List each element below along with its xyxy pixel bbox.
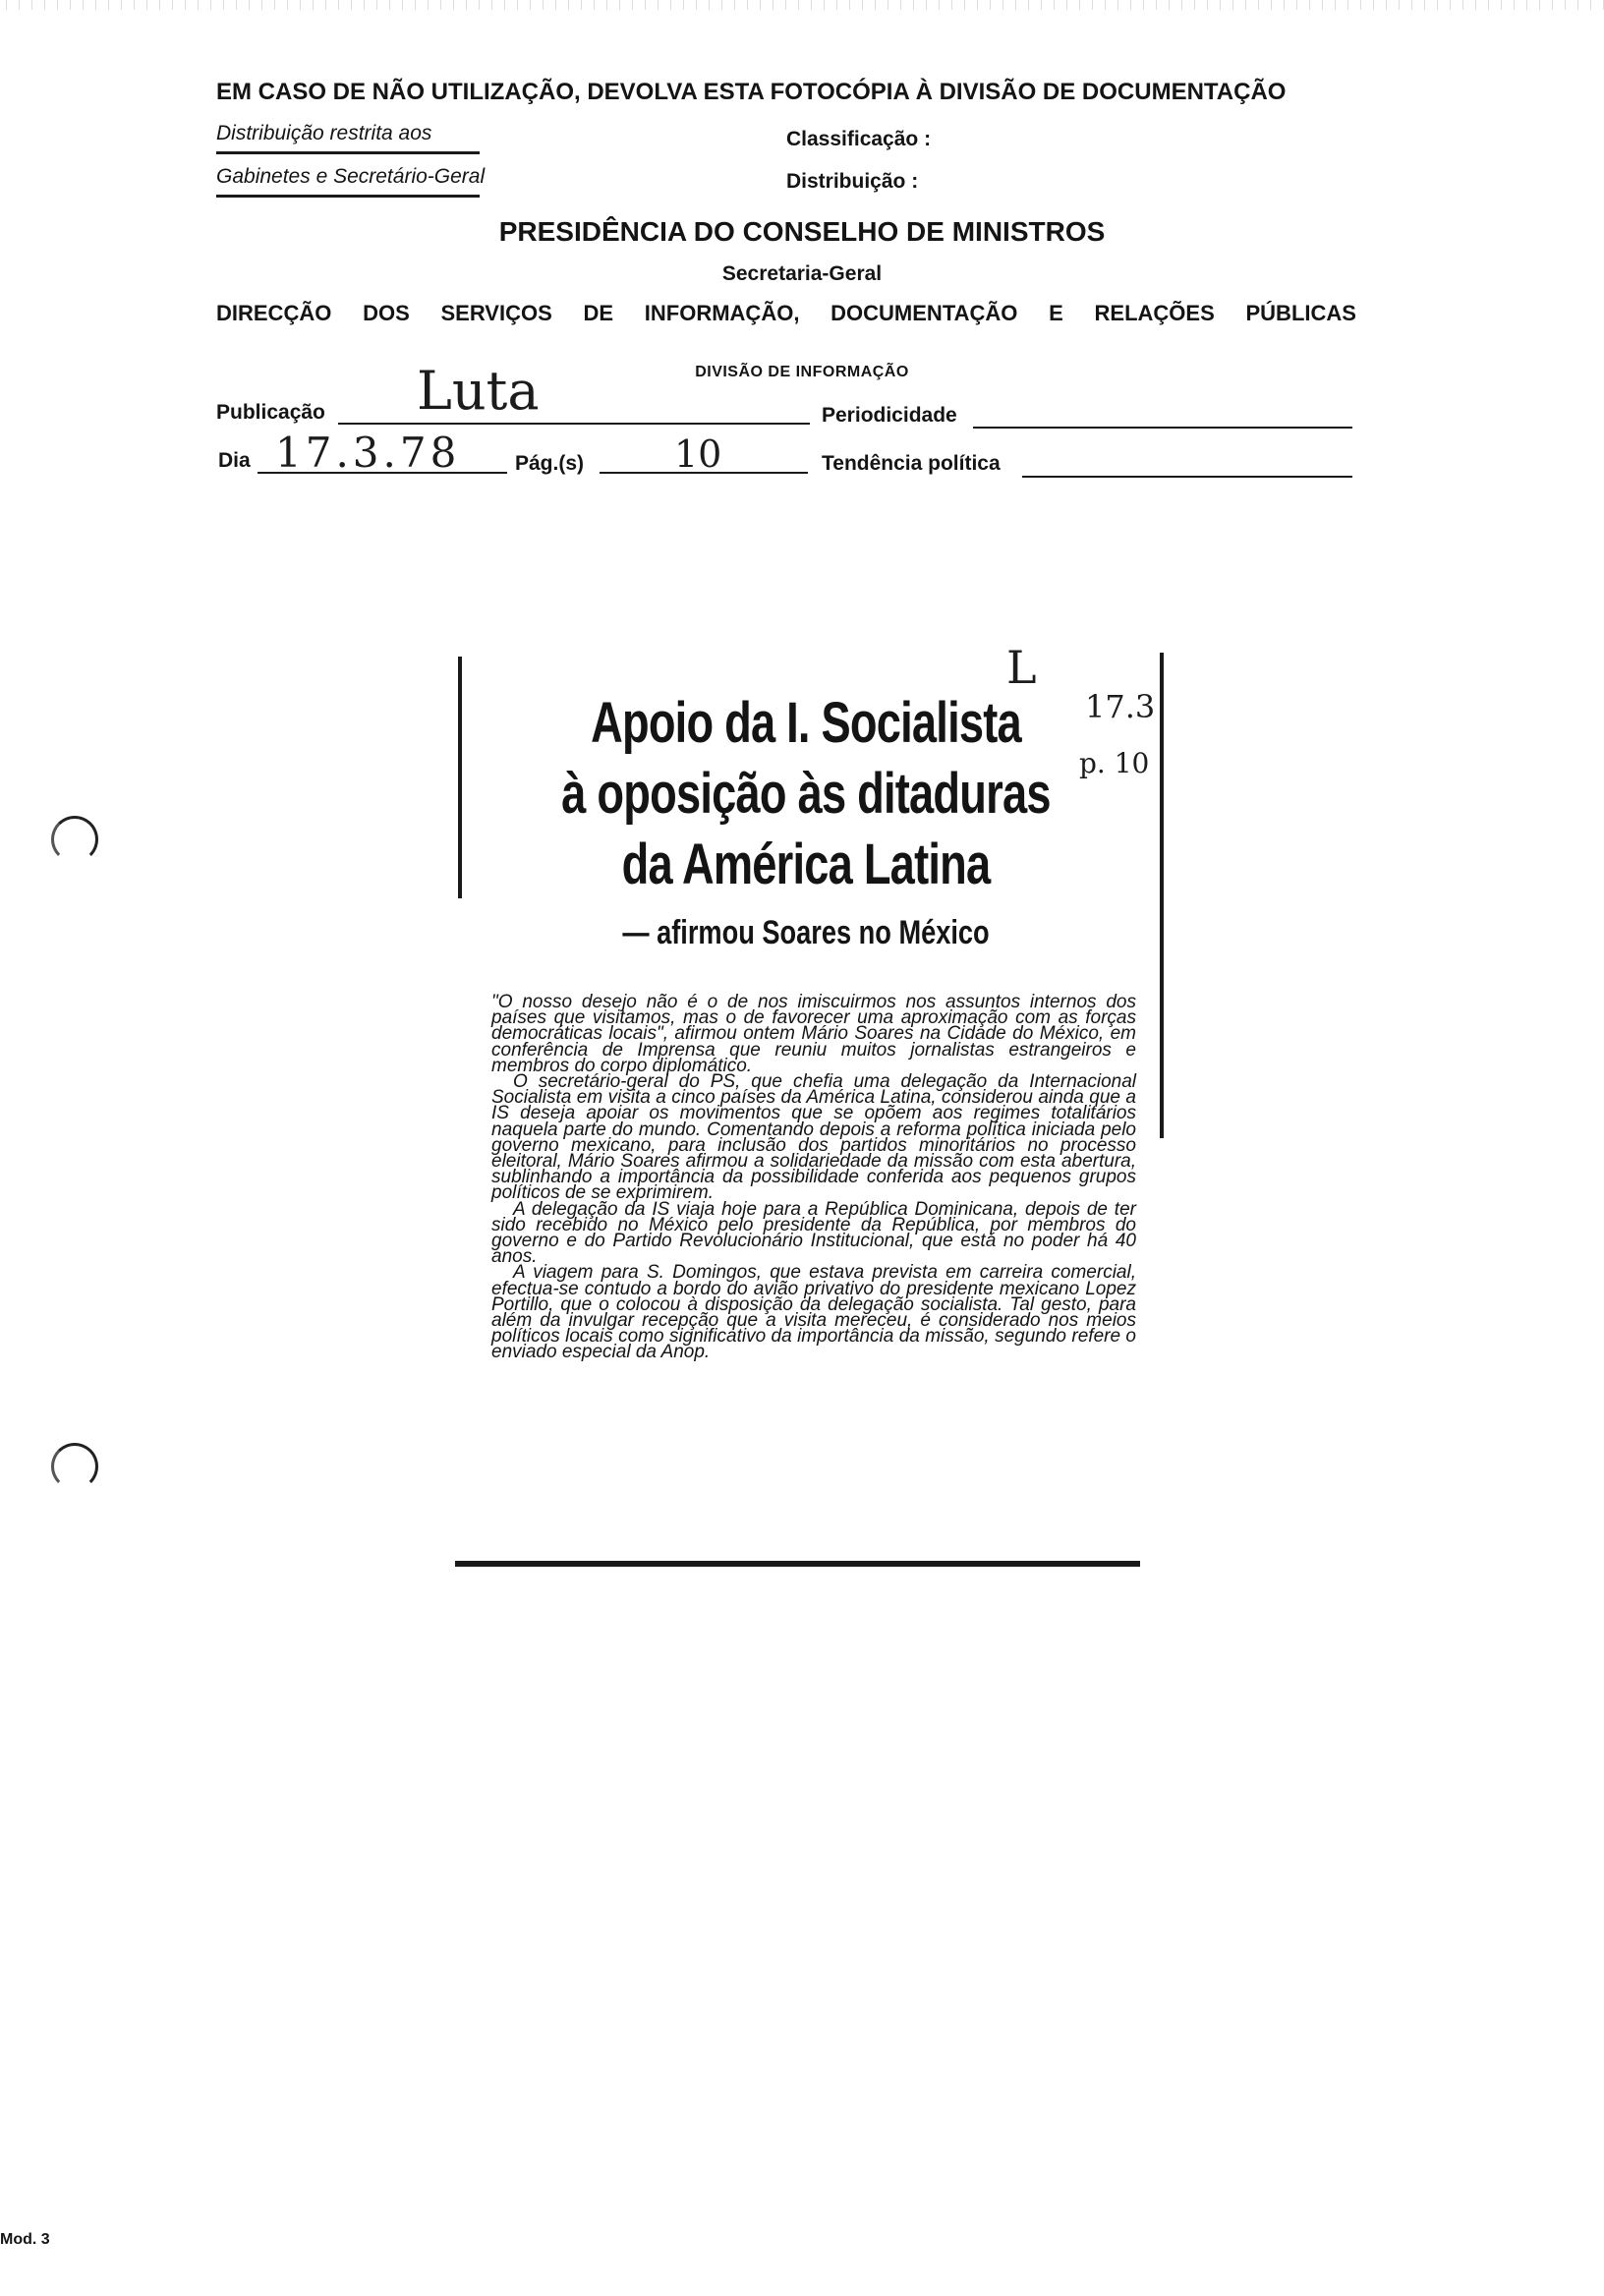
punch-hole [51,816,98,863]
direction-word: E [1049,301,1063,325]
handwritten-page-note: p. 10 [1079,747,1150,779]
direction-word: DOS [363,301,410,325]
direction-word: INFORMAÇÃO, [644,301,800,325]
classification-label: Classificação : [786,128,932,150]
presidency-title: PRESIDÊNCIA DO CONSELHO DE MINISTROS [498,216,1106,247]
return-warning: EM CASO DE NÃO UTILIZAÇÃO, DEVOLVA ESTA FOTOCÓPIA À DIVISÃO DE DOCUMENTAÇÃO [216,79,1287,105]
article-right-bar [1160,653,1164,1138]
direction-word: DIRECÇÃO [216,301,332,325]
handwritten-date-note: 17.3 [1085,688,1156,725]
headline-line: da América Latina [621,832,991,896]
model-number: Mod. 3 [0,2231,50,2248]
restriction-line-2: Gabinetes e Secretário-Geral [216,165,486,188]
publication-underline [338,423,810,425]
article-headline [538,688,1074,900]
scan-noise [0,0,1604,10]
article-subheadline: — afirmou Soares no México [622,914,990,951]
restriction-underline-2 [216,195,480,198]
article-paragraph: O secretário-geral do PS, que chefia uma delegação da Internacional Socialista em visita a cinco países da América Latina, considerou ainda que a IS deseja apoiar os movimentos que se opõem aos regimes totalitários naquela parte do mundo. Comentando depois a reforma política iniciada pelo governo mexicano, para inclusão dos partidos minoritários no processo eleitoral, Mário Soares afirmou a solidariedade da missão com esta abertura, sublinhando a importância da possibilidade conferida aos pequenos grupos políticos de se exprimirem. [491,1071,1136,1204]
direction-word: RELAÇÕES [1094,301,1215,325]
tendency-underline [1022,476,1352,478]
headline-line: à oposição às ditaduras [561,762,1051,826]
direction-word: DOCUMENTAÇÃO [831,301,1018,325]
tendency-label: Tendência política [822,452,1001,475]
direction-word: DE [583,301,614,325]
article-paragraph: A viagem para S. Domingos, que estava prevista em carreira comercial, efectua-se contudo a bordo do avião privativo do presidente mexicano Lopez Portillo, que o colocou à disposição da delegação socialista. Tal gesto, para além da invulgar recepção que a visita mereceu, é considerado nos meios políticos locais como significativo da importância da missão, segundo refere o enviado especial da Anop. [491,1262,1136,1363]
punch-hole [51,1443,98,1490]
periodicity-underline [973,427,1352,429]
article-left-bar [458,657,462,898]
article-bottom-rule [455,1561,1140,1567]
article-paragraph: A delegação da IS viaja hoje para a República Dominicana, depois de ter sido recebido no México pelo presidente da República, por membros do governo e do Partido Revolucionário Institucional, que está no poder há 40 anos. [491,1198,1136,1268]
day-label: Dia [218,449,251,472]
direction-title [216,301,1356,326]
direction-word: PÚBLICAS [1245,301,1356,325]
handwritten-mark: L [1006,641,1037,694]
pages-value: 10 [674,432,722,476]
direction-word: SERVIÇOS [440,301,552,325]
article-body [491,992,1136,1363]
publication-label: Publicação [216,401,325,424]
restriction-line-1: Distribuição restrita aos [216,122,432,144]
secretariat-title: Secretaria-Geral [721,262,883,285]
day-value: 17.3.78 [275,429,461,477]
distribution-label: Distribuição : [786,170,919,193]
restriction-underline-1 [216,151,480,154]
periodicity-label: Periodicidade [822,404,957,427]
article-paragraph: "O nosso desejo não é o de nos imiscuirmos nos assuntos internos dos países que visitamos, mas o de favorecer uma aproximação com as forças democráticas locais", afirmou ontem Mário Soares na Cidade do México, em conferência de Imprensa que reuniu muitos jornalistas estrangeiros e membros do corpo diplomático. [491,992,1136,1076]
publication-value: Luta [417,360,540,422]
headline-line: Apoio da I. Socialista [591,691,1021,755]
division-title: DIVISÃO DE INFORMAÇÃO [695,364,909,380]
pages-label: Pág.(s) [515,452,585,475]
